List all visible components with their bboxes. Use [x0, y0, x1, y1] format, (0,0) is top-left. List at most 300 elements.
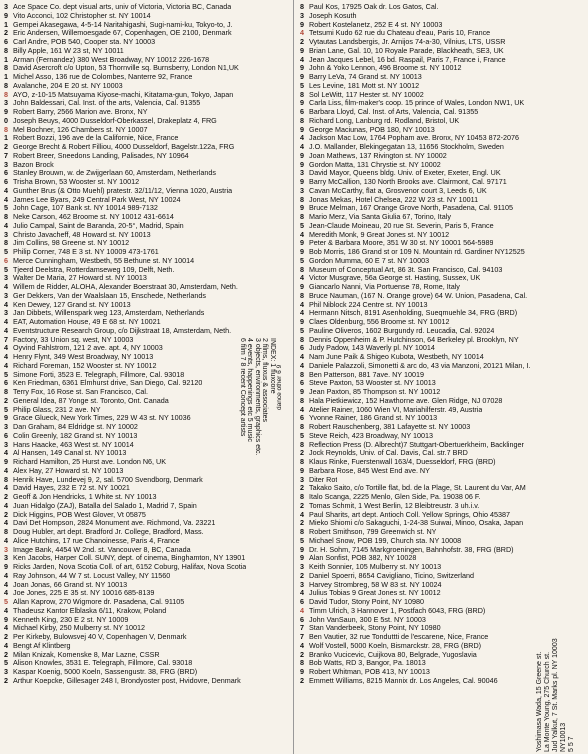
category-number: 2 [300, 484, 304, 493]
category-number: 5 [4, 265, 8, 274]
address-text: James Lee Byars, 249 Central Park West, NY 10024 [13, 195, 181, 204]
address-entry [4, 82, 286, 91]
address-text: Doug Hubler, art dept. Bradford Jr. College, Bradford, Mass. [13, 528, 204, 536]
address-text: Barry LeVa, 74 Grand st. NY 10013 [309, 73, 422, 81]
category-number: 3 [4, 3, 8, 11]
category-number: 8 [300, 493, 304, 501]
dance-numbers: 6 9 [276, 364, 283, 374]
category-number: 4 [300, 55, 304, 64]
category-number: 9 [300, 99, 304, 108]
address-entry [4, 134, 286, 143]
category-number: 4 [4, 624, 8, 633]
address-entry [4, 239, 286, 248]
category-number: 4 [4, 318, 8, 326]
category-number: 5 [4, 204, 8, 213]
address-text: Richard Foreman, 152 Wooster st. NY 10012 [13, 361, 157, 370]
address-entry [300, 537, 540, 546]
index-line: INDEX: 1 fluxcore [269, 338, 276, 394]
address-entry [300, 248, 540, 257]
address-text: Stan Vanderbeek, Stony Point, NY 10980 [309, 624, 441, 633]
category-number: 4 [300, 405, 304, 414]
address-text: General Idea, 87 Yonge st. Toronto, Ont. Canada [13, 396, 169, 405]
category-number: 3 [300, 580, 304, 589]
category-number: 3 [4, 554, 8, 563]
address-text: Klaus Rinke, Fuerstenwall 163/4, Duesseldorf, FRG (BRD) [309, 458, 496, 466]
category-number: 5 [4, 248, 8, 256]
address-entry [300, 274, 540, 283]
category-number: 9 [300, 248, 304, 256]
address-text: Jonas Mekas, Hotel Chelsea, 222 W 23 st. NY 10011 [309, 195, 479, 204]
address-entry [300, 406, 540, 415]
address-entry [300, 353, 540, 362]
address-entry [300, 327, 540, 336]
address-entry [300, 99, 540, 108]
address-entry [4, 117, 286, 126]
address-text: Brian Lane, Gal. 10, 10 Royale Parade, Blackheath, SE3, UK [309, 46, 504, 55]
category-number: 4 [300, 230, 304, 239]
address-text: John & Yoko Lennon, 496 Broome st. NY 10012 [309, 64, 462, 73]
category-number: 2 [4, 396, 8, 405]
address-text: Christo Javacheff, 48 Howard st. NY 10013 [13, 230, 151, 239]
category-number: 2 [4, 143, 8, 151]
address-text: Eventstructure Research Group, c/o Dijkstraat 18, Amsterdam, Neth. [13, 326, 232, 335]
address-entry [4, 231, 286, 240]
address-text: Takako Saito, c/o Tortille flat, bd. de la Plage, St. Laurent du Var, AM [309, 484, 526, 493]
category-number: 3 [4, 423, 8, 431]
category-number: 6 [4, 169, 8, 178]
category-number: 8 [300, 396, 304, 405]
address-text: Henrik Have, Lundevej 9, 2, sal. 5700 Svendborg, Denmark [13, 475, 203, 484]
address-entry [300, 309, 540, 318]
category-number: 5 [300, 81, 304, 90]
address-text: AYO, z-10-15 Matsuyama Kiyose-machi, Kitatama-gun, Tokyo, Japan [13, 90, 234, 99]
address-entry [300, 344, 540, 353]
column-divider [293, 0, 294, 754]
address-text: Joan Mathews, 137 Rivington st. NY 10002 [309, 151, 447, 160]
address-entry [300, 598, 540, 607]
address-entry [300, 502, 540, 511]
category-number: 8 [4, 64, 8, 73]
address-entry [4, 73, 286, 82]
side-line: Yoshimasa Wada, 15 Greene st. [536, 651, 543, 752]
address-text: Cavan McCarthy, flat a, Grosvenor court 3, Leeds 6, UK [309, 186, 487, 195]
category-number: 1 [4, 134, 8, 143]
address-entry [300, 423, 540, 432]
address-text: Vytautas Landsbergis, Jr. Arnijos 74-a-30, Vilnius, LTS, USSR [309, 38, 506, 46]
address-entry [300, 379, 540, 388]
address-entry [300, 336, 540, 345]
address-entry [4, 47, 286, 56]
address-text: Terry Fox, 16 Rose st. San Francisco, Cal. [13, 388, 149, 396]
category-number: 7 [300, 633, 304, 641]
address-entry [4, 91, 286, 100]
address-text: Claes Oldenburg, 556 Broome st. NY 10012 [309, 318, 450, 326]
address-text: J.O. Mallander, Blekingegatan 13, 11656 Stockholm, Sweden [309, 143, 504, 151]
category-number: 8 [4, 239, 8, 248]
dance-other-label [277, 350, 289, 410]
side-line: La Monte Young, 275 Church st. [544, 651, 551, 752]
address-entry [300, 239, 540, 248]
address-entry [300, 642, 540, 651]
address-entry [4, 64, 286, 73]
category-number: 8 [4, 528, 8, 536]
category-number: 7 [4, 151, 8, 160]
address-text: Robert Breer, Sneedons Landing, Palisades, NY 10964 [13, 151, 189, 160]
address-text: Colin Greenly, 182 Grand st. NY 10013 [13, 431, 138, 440]
category-number: 5 [300, 221, 304, 230]
address-entry [300, 624, 540, 633]
address-entry [300, 257, 540, 266]
category-number: 4 [4, 283, 8, 291]
address-text: Henry Flynt, 349 West Broadway, NY 10013 [13, 353, 154, 361]
address-text: Joseph Kosuth [309, 11, 357, 20]
category-number: 4 [4, 221, 8, 230]
address-text: Jan Dibbets, Willenspark weg 123, Amsterdam, Netherlands [13, 309, 205, 318]
address-text: Wolf Vostell, 5000 Koeln, Bismarckstr. 28, FRG (BRD) [309, 641, 482, 650]
category-number: 1 [4, 55, 8, 64]
address-text: Robert Rauschenberg, 381 Lafayette st. NY 10003 [309, 423, 471, 431]
category-number: 9 [300, 151, 304, 160]
address-text: Ken Dewey, 127 Grand st. NY 10013 [13, 300, 131, 309]
address-entry [4, 633, 286, 642]
address-entry [300, 266, 540, 275]
address-entry [4, 196, 286, 205]
address-entry [300, 467, 540, 476]
index-line: 6 film 7 8 recent Concept artists [239, 338, 246, 437]
address-text: Ben Patterson, 881 7ave. NY 10019 [309, 370, 424, 379]
address-text: Ger Dekkers, Van der Waalslaan 15, Enschede, Netherlands [13, 291, 206, 300]
address-entry [4, 668, 286, 677]
address-text: George Maciunas, POB 180, NY 10013 [309, 125, 435, 134]
category-number: 8 [4, 125, 8, 134]
index-line: 4 events, happenings etc 5 music [246, 338, 254, 442]
address-text: Juan Hidalgo (ZAJ), Batalla del Salado 1, Madrid 7, Spain [13, 501, 197, 510]
address-text: Mel Bochner, 126 Chambers st. NY 10007 [13, 125, 148, 134]
address-text: Billy Apple, 161 W 23 st, NY 10011 [13, 46, 124, 55]
address-text: EAT, Automation House, 49 E 68 st. NY 10021 [13, 318, 161, 326]
category-number: 9 [4, 563, 8, 571]
address-text: Mario Merz, Via Santa Giulia 67, Torino, Italy [309, 213, 451, 221]
category-number: 9 [300, 204, 304, 213]
address-text: Bob Morris, 186 Grand st or 109 N. Mountain rd. Gardiner NY12525 [309, 248, 525, 256]
address-text: Ricks Jarden, Nova Scotia Coll. of art, 6152 Coburg, Halifax, Nova Scotia [13, 563, 247, 571]
address-text: Philip Corner, 748 E 3 st. NY 10009 473-1761 [13, 248, 159, 256]
address-text: Pauline Oliveros, 1602 Burgundy rd. Leucadia, Cal. 92024 [309, 326, 495, 335]
address-entry [300, 283, 540, 292]
category-number: 6 [300, 414, 304, 423]
address-text: Paul Kos, 17925 Oak dr. Los Gatos, Cal. [309, 3, 439, 11]
address-text: Ben Vautier, 32 rue Tonduttti de l'escarene, Nice, France [309, 633, 489, 641]
category-number: 4 [4, 300, 8, 309]
category-number: 4 [300, 589, 304, 598]
category-number: 4 [4, 519, 8, 528]
address-text: Timm Ulrich, 3 Hannover 1, Postfach 6043, FRG (BRD) [309, 606, 486, 615]
address-entry [300, 56, 540, 65]
address-entry [4, 152, 286, 161]
address-text: Sol LeWitt, 117 Hester st. NY 10002 [309, 90, 424, 99]
address-entry [4, 56, 286, 65]
address-entry [300, 432, 540, 441]
address-text: Geoff & Jon Hendricks, 1 White st. NY 10013 [13, 493, 157, 501]
address-text: George Brecht & Robert Filliou, 4000 Dusseldorf, Bagelstr.122a, FRG [13, 143, 235, 151]
category-number: 9 [300, 20, 304, 29]
side-entries [536, 606, 586, 752]
address-text: Keith Sonnier, 105 Mulberry st. NY 10013 [309, 563, 442, 571]
address-text: David Mayor, Queens bldg. Univ. of Exeter, Exeter, Engl. UK [309, 169, 501, 178]
address-text: Ken Jacobs, Harper Coll. SUNY, dept. of cinema, Binghamton, NY 13901 [13, 554, 246, 563]
category-number: 2 [300, 501, 304, 510]
address-text: Richard Hamilton, 25 Hurst ave. London N6, UK [13, 458, 167, 466]
side-lines [536, 606, 560, 752]
address-text: David Hayes, 232 E 72 st. NY 10021 [13, 484, 130, 493]
category-number: 8 [300, 116, 304, 125]
address-text: Davi Det Hompson, 2824 Monument ave. Richmond, Va. 23221 [13, 519, 216, 528]
right-address-column [300, 3, 540, 751]
category-number: 3 [300, 475, 304, 484]
address-entry [4, 651, 286, 660]
address-text: Alan Sonfist, POB 382, NY 10028 [309, 554, 417, 563]
address-text: Hermann Nitsch, 8191 Asenholding, Sueqmuehle 34, FRG (BRD) [309, 309, 518, 318]
address-text: Museum of Conceptual Art, 86 3t. San Francisco, Cal. 94103 [309, 265, 503, 274]
category-number: 8 [300, 458, 304, 466]
category-number: 3 [4, 440, 8, 449]
address-text: Carla Liss, film-maker's coop. 15 prince of Wales, London NW1, UK [309, 99, 525, 108]
address-text: Joseph Beuys, 4000 Dusseldorf-Oberkassel, Drakeplatz 4, FRG [13, 116, 217, 125]
address-entry [4, 222, 286, 231]
category-number: 8 [4, 81, 8, 90]
address-text: Hala Pietkiewicz, 152 Hawthorne ave. Glen Ridge, NJ 07028 [309, 396, 503, 405]
address-entry [4, 659, 286, 668]
category-number: 8 [300, 659, 304, 668]
category-number: 4 [300, 300, 304, 309]
category-number: 9 [300, 239, 304, 248]
address-text: John VanSaun, 300 E 5st. NY 10003 [309, 615, 426, 624]
address-text: Merce Cunningham, Westbeth, 55 Bethune st. NY 10014 [13, 256, 195, 265]
address-text: Bruce Nauman, (167 N. Orange grove) 64 W. Union, Pasadena, Cal. [309, 291, 528, 300]
address-text: Dan Graham, 84 Eldridge st. NY 10002 [13, 423, 138, 431]
category-number: 9 [300, 64, 304, 73]
category-number: 2 [4, 493, 8, 501]
address-text: Branko Vucicevic, Cuijkova 80, Belgrade, Yugoslavia [309, 650, 477, 659]
category-number: 4 [300, 641, 304, 650]
category-number: 4 [4, 353, 8, 361]
address-text: Tomas Schmit, 1 West Berlin, 12 Bleibtreustr. 3 uh.i.v. [309, 501, 480, 510]
category-number: 6 [4, 431, 8, 440]
address-entry [300, 519, 540, 528]
address-text: Bengt Af Klintberg [13, 641, 71, 650]
category-number: 5 [300, 256, 304, 265]
category-number: 5 [4, 598, 8, 606]
address-text: Italo Scanga, 2225 Menlo, Glen Side, Pa. 19038 06 F. [309, 493, 481, 501]
category-number: 2 [4, 633, 8, 641]
address-text: Michel Asso, 136 rue de Colombes, Nanterre 92, France [13, 73, 193, 81]
category-number: 6 [300, 344, 304, 353]
category-number: 4 [4, 571, 8, 580]
address-text: Steve Paxton, 53 Wooster st. NY 10013 [309, 379, 436, 388]
address-text: Jock Reynolds, Univ. of Cal. Davis, Cal. str.7 BRD [309, 449, 468, 458]
category-number: 2 [4, 510, 8, 519]
address-text: Phil Niblock 224 Centre st. NY 10013 [309, 300, 428, 309]
category-number: 4 [300, 29, 304, 38]
address-text: Joan Jonas, 66 Grand st. NY 10013 [13, 580, 128, 589]
category-number: 4 [300, 143, 304, 151]
address-text: Richard Long, Lanburg rd. Rodland, Bristol, UK [309, 116, 460, 125]
address-text: Bob Watts, RD 3, Bangor, Pa. 18013 [309, 659, 426, 668]
address-entry [300, 607, 540, 616]
category-number: 4 [4, 536, 8, 545]
category-number: 9 [300, 283, 304, 291]
category-number: 4 [300, 510, 304, 519]
category-number: 6 [4, 38, 8, 46]
category-number: 1 [4, 73, 8, 81]
address-entry [300, 21, 540, 30]
address-entry [4, 318, 286, 327]
category-number: 4 [4, 606, 8, 615]
address-entry [300, 38, 540, 47]
category-number: 3 [4, 545, 8, 554]
address-text: Thadeusz Kantor Elblaska 6/11, Krakow, Poland [13, 606, 167, 615]
category-number: 9 [4, 615, 8, 624]
category-number: 9 [300, 46, 304, 55]
category-number: 4 [4, 449, 8, 458]
category-number: 3 [4, 230, 8, 239]
address-entry [4, 642, 286, 651]
address-text: Neke Carson, 462 Broome st. NY 10012 431-6614 [13, 213, 174, 221]
address-text: Vito Acconci, 102 Christopher st. NY 10014 [13, 11, 151, 20]
address-text: Meredith Monk, 9 Great Jones st. NY 10012 [309, 230, 450, 239]
address-text: Per Kirkeby, Bulowsvej 40 V, Copenhagen V, Denmark [13, 633, 187, 641]
address-text: Alex Hay, 27 Howard st. NY 10013 [13, 466, 124, 475]
address-entry [4, 248, 286, 257]
address-text: Nam June Paik & Shigeo Kubota, Westbeth, NY 10014 [309, 353, 484, 361]
address-text: Allan Kaprow, 270 Wigmore dr. Pasadena, Cal. 91105 [13, 598, 185, 606]
address-text: Ray Johnson, 44 W 7 st. Locust Valley, NY 11560 [13, 571, 171, 580]
address-entry [300, 484, 540, 493]
category-number: 9 [300, 73, 304, 81]
address-text: Atelier Rainer, 1060 Wien VI, Mariahilferstr. 49, Austria [309, 405, 483, 414]
category-number: 5 [4, 370, 8, 379]
address-text: Harvey Strombreg, 58 W 83 st. NY 10024 [309, 580, 442, 589]
category-number: 6 [300, 615, 304, 624]
address-entry [300, 318, 540, 327]
category-number: 8 [4, 213, 8, 221]
address-text: Image Bank, 4454 W 2nd. st. Vancouver 8, BC, Canada [13, 545, 191, 554]
address-text: Jean Jacques Lebel, 16 bd. Raspail, Paris 7, France i, France [309, 55, 506, 64]
address-text: Barbara Lloyd, Cal. Inst. of Arts, Valencia, Cal. 91355 [309, 108, 479, 116]
category-number: 8 [4, 90, 8, 99]
address-entry [300, 633, 540, 642]
address-entry [300, 554, 540, 563]
category-number: 6 [4, 379, 8, 388]
category-number: 2 [4, 29, 8, 38]
address-text: Kenneth King, 230 E 2 st. NY 10009 [13, 615, 129, 624]
address-text: Julio Campal, Saint de Baranda, 20-5°, Madrid, Spain [13, 221, 184, 230]
category-number: 9 [300, 318, 304, 326]
category-number: 2 [300, 38, 304, 46]
category-number: 3 [4, 668, 8, 676]
address-text: Avalanche, 204 E 20 st. NY 10003 [13, 81, 123, 90]
address-entry [300, 169, 540, 178]
address-entry [300, 143, 540, 152]
category-number: 8 [4, 46, 8, 55]
address-entry [300, 292, 540, 301]
category-number: 0 [4, 116, 8, 125]
category-number: 2 [4, 676, 8, 685]
address-text: Arman (Fernandez) 380 West Broadway, NY 10012 226-1678 [13, 55, 210, 64]
side-line: Jud Yalkut, 7 St. Marks pl. NY 10003 [552, 638, 559, 752]
address-text: Walter De Maria, 27 Howard st. NY 10013 [13, 274, 147, 283]
address-entry [300, 397, 540, 406]
category-number: 4 [300, 606, 304, 615]
category-number: 9 [300, 388, 304, 396]
category-number: 4 [4, 186, 8, 195]
address-entry [300, 134, 540, 143]
address-entry [4, 257, 286, 266]
address-text: Jackson Mac Low, 1764 Popham ave. Bronx, NY 10453 872-2076 [309, 134, 520, 143]
address-text: Eric Andersen, Willemoesgade 67, Copenhagen, OE 2100, Denmark [13, 29, 232, 38]
category-number: 3 [300, 11, 304, 20]
address-entry [300, 414, 540, 423]
category-number: 6 [4, 256, 8, 265]
address-text: Mieko Shiomi c/o Sakaguchi, 1-24-38 Suiwai, Minoo, Osaka, Japan [309, 519, 524, 528]
category-number: 6 [300, 598, 304, 606]
address-text: John Baldessari, Cal. Inst. of the arts, Valencia, Cal. 91355 [13, 99, 201, 108]
category-number: 1 [4, 20, 8, 29]
address-entry [300, 476, 540, 485]
address-text: Al Hansen, 149 Canal st. NY 10013 [13, 449, 127, 458]
address-text: Alice Hutchins, 17 rue Chanoinesse, Paris 4, France [13, 536, 180, 545]
address-text: Giancarlo Nanni, Via Portuense 78, Rome, Italy [309, 283, 460, 291]
category-number: 2 [300, 676, 304, 685]
address-text: Grace Glueck, New York Times, 229 W 43 st. NY 10036 [13, 414, 191, 423]
category-number: 4 [4, 501, 8, 510]
category-number: 7 [4, 335, 8, 344]
address-text: Michael Kirby, 250 Mulberry st. NY 10012 [13, 624, 145, 633]
address-text: Paul Sharits, art dept. Antioch Coll. Yellow Springs, Ohio 45387 [309, 510, 510, 519]
address-entry [300, 589, 540, 598]
category-number: 4 [4, 195, 8, 204]
address-entry [300, 677, 540, 686]
address-entry [300, 196, 540, 205]
address-text: Peter & Barbara Moore, 351 W 30 st. NY 10001 564-5989 [309, 239, 494, 248]
category-number: 9 [300, 466, 304, 475]
address-text: Emmett Williams, 8215 Mannix dr. Los Angeles, Cal. 90046 [309, 676, 498, 685]
address-entry [300, 301, 540, 310]
address-entry [300, 204, 540, 213]
category-number: 4 [4, 580, 8, 589]
address-text: Barbara Rose, 845 West End ave. NY [309, 466, 430, 475]
address-entry [300, 668, 540, 677]
category-number: 8 [300, 195, 304, 204]
category-number: 8 [300, 370, 304, 379]
address-entry [4, 161, 286, 170]
category-number: 5 [300, 536, 304, 545]
address-text: Tetsumi Kudo 62 rue du Chateau d'eau, Paris 10, France [309, 29, 491, 38]
address-entry [300, 64, 540, 73]
address-entry [300, 546, 540, 555]
address-entry [300, 616, 540, 625]
category-number: 8 [4, 388, 8, 396]
address-text: Philip Glass, 231 2 ave. NY [13, 405, 101, 414]
category-number: 9 [4, 458, 8, 466]
address-entry [300, 362, 540, 371]
address-text: Robert Barry, 2566 Marion ave. Bronx, NY [13, 108, 148, 116]
address-text: Gunther Brus (& Otto Muehl) pratestr. 32/11/12, Vienna 1020, Austria [13, 186, 233, 195]
category-number: 4 [300, 134, 304, 143]
address-text: Ace Space Co. dept visual arts, univ of Victoria, Victoria BC, Canada [13, 3, 232, 11]
category-number: 8 [300, 90, 304, 99]
address-text: Carl Andre, POB 540, Cooper sta. NY 10003 [13, 38, 156, 46]
